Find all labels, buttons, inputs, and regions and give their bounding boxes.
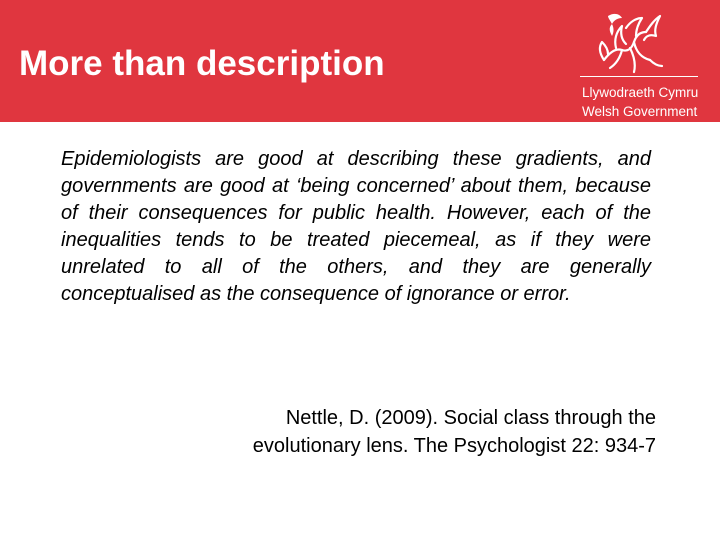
logo-divider: [580, 76, 698, 77]
logo-text-english: Welsh Government: [582, 104, 698, 119]
slide-header: [0, 0, 720, 122]
slide-title: More than description: [19, 44, 385, 83]
welsh-government-logo: [580, 8, 705, 120]
citation-line-1: Nettle, D. (2009). Social class through the: [285, 407, 656, 429]
welsh-dragon-icon: [590, 8, 665, 76]
quote-text: Epidemiologists are good at describing these gradients, and governments are good at ‘being concerned’ about them, because of their consequences for public health. However, each of the inequalities tends to be treated piecemeal, as if they were unrelated to all of the others, and they are generally conceptualised as the consequence of ignorance or error.: [61, 148, 651, 305]
citation: [120, 404, 656, 460]
logo-text-welsh: Llywodraeth Cymru: [582, 85, 699, 100]
citation-line-2: evolutionary lens. The Psychologist 22: 934-7: [252, 435, 656, 457]
